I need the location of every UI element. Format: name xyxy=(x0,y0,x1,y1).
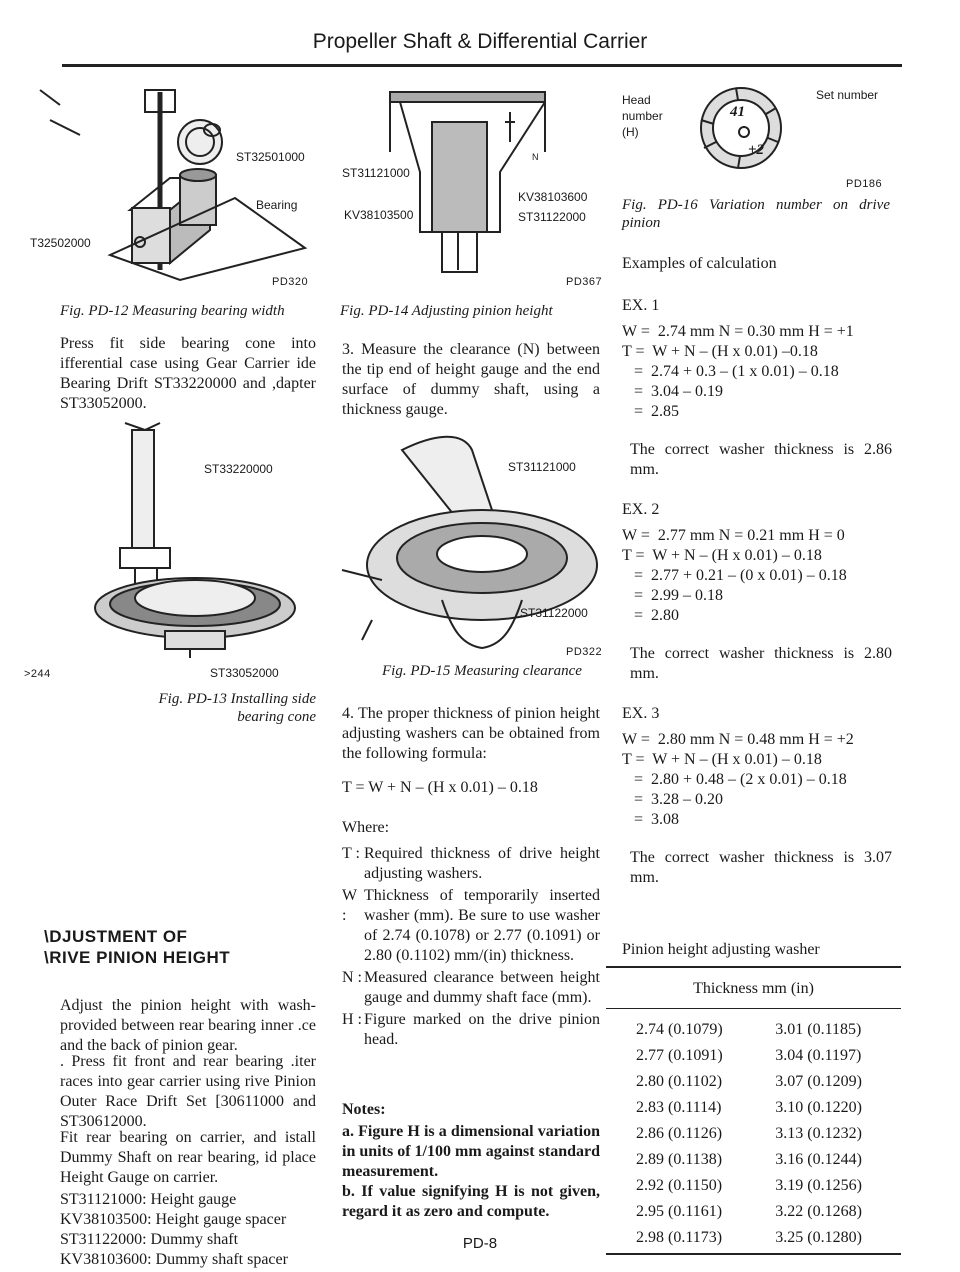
fig-pd16-label-set: Set number xyxy=(816,88,879,102)
fig-pd13-label-1: ST33220000 xyxy=(204,462,273,476)
example-line: W = 2.74 mm N = 0.30 mm H = +1 xyxy=(622,323,854,340)
fig-pd12-code: PD320 xyxy=(272,276,309,288)
formula: T = W + N – (H x 0.01) – 0.18 xyxy=(342,779,538,796)
table-title: Pinion height adjusting washer xyxy=(622,941,820,958)
fig-pd12-label-2: Bearing xyxy=(256,198,298,212)
page-header: Propeller Shaft & Differential Carrier xyxy=(312,30,648,53)
def-text: Thickness of temporarily inserted washer (mm). Be sure to use washer of 2.74 (0.1078) or 2.77 (0.1091) or 2.80 (0.1102) mm/(in) thickness. xyxy=(364,887,600,964)
step-4: 4. The proper thickness of pinion height adjusting washers can be obtained from the following formula: xyxy=(342,705,600,762)
col1-para-press: Press fit side bearing cone into ifferential case using Gear Carrier ide Bearing Drift ST33220000 and ,dapter ST33052000. xyxy=(60,335,316,412)
table-cell: 3.13 (0.1232) xyxy=(775,1125,862,1142)
example-line: T = W + N – (H x 0.01) – 0.18 xyxy=(622,751,822,768)
header-rule xyxy=(62,64,902,67)
table-cell: 2.89 (0.1138) xyxy=(636,1151,723,1168)
example-result: The correct washer thickness is 2.80 mm. xyxy=(630,645,892,682)
def-text: Required thickness of drive height adjusting washers. xyxy=(364,845,600,882)
tool-item: ST31121000: Height gauge xyxy=(60,1191,237,1208)
example-2 xyxy=(622,500,902,684)
fig-pd16-label-head: Head number (H) xyxy=(622,93,663,139)
table-row xyxy=(606,1121,901,1147)
fig-pd16-mark-1: 41 xyxy=(730,104,745,120)
page-number: PD-8 xyxy=(462,1235,498,1252)
example-result: The correct washer thickness is 2.86 mm. xyxy=(630,441,892,478)
fig-pd12-caption: Fig. PD-12 Measuring bearing width xyxy=(60,303,285,319)
notes-title: Notes: xyxy=(342,1101,386,1118)
example-1 xyxy=(622,296,902,480)
example-line: = 3.08 xyxy=(622,811,680,828)
fig-pd14-caption: Fig. PD-14 Adjusting pinion height xyxy=(340,303,553,319)
table-cell: 3.07 (0.1209) xyxy=(775,1073,862,1090)
fig-pd12-label-3: T32502000 xyxy=(30,236,91,250)
fig-pd16-mark-2: +2 xyxy=(748,142,765,158)
def-text: Figure marked on the drive pinion head. xyxy=(364,1011,600,1048)
table-header: Thickness mm (in) xyxy=(606,967,901,1009)
table-cell: 2.77 (0.1091) xyxy=(636,1047,723,1064)
example-line: T = W + N – (H x 0.01) – 0.18 xyxy=(622,547,822,564)
def-key: T : xyxy=(342,845,360,862)
table-row xyxy=(606,1043,901,1069)
tool-item: KV38103600: Dummy shaft spacer xyxy=(60,1251,288,1268)
table-row xyxy=(606,1147,901,1173)
fig-pd12-illustration xyxy=(20,80,320,280)
fig-pd14-label-1: ST31121000 xyxy=(342,166,410,180)
where-label: Where: xyxy=(342,819,390,836)
table-cell: 3.16 (0.1244) xyxy=(775,1151,862,1168)
table-cell: 2.92 (0.1150) xyxy=(636,1177,723,1194)
def-key: W : xyxy=(342,887,357,924)
example-title: EX. 3 xyxy=(622,705,660,722)
example-line: = 3.28 – 0.20 xyxy=(622,791,724,808)
fig-pd16-illustration xyxy=(686,80,806,180)
section-heading xyxy=(44,926,324,968)
def-key: N : xyxy=(342,969,362,986)
example-line: = 2.74 + 0.3 – (1 x 0.01) – 0.18 xyxy=(622,363,839,380)
washer-table xyxy=(606,966,901,1255)
examples-title: Examples of calculation xyxy=(622,255,777,272)
table-cell: 2.98 (0.1173) xyxy=(606,1225,775,1254)
fig-pd13-caption: Fig. PD-13 Installing side bearing cone xyxy=(158,691,316,725)
example-result: The correct washer thickness is 3.07 mm. xyxy=(630,849,892,886)
definition-row xyxy=(342,886,600,966)
fig-pd12-label-1: ST32501000 xyxy=(236,150,305,164)
table-cell: 3.19 (0.1256) xyxy=(775,1177,862,1194)
col1-para-adjust: Adjust the pinion height with wash- provided between rear bearing inner .ce and the back of pinion gear. xyxy=(60,997,316,1054)
table-cell: 2.83 (0.1114) xyxy=(636,1099,722,1116)
fig-pd14-label-3: KV38103600 xyxy=(518,190,588,204)
example-line: = 2.99 – 0.18 xyxy=(622,587,724,604)
fig-pd13-code: >244 xyxy=(24,668,51,680)
fig-pd15-caption: Fig. PD-15 Measuring clearance xyxy=(382,663,582,679)
table-cell: 2.86 (0.1126) xyxy=(636,1125,723,1142)
table-cell: 3.10 (0.1220) xyxy=(775,1099,862,1116)
table-row xyxy=(606,1009,901,1044)
table-row xyxy=(606,1199,901,1225)
fig-pd14-label-2: KV38103500 xyxy=(344,208,414,222)
table-cell: 2.95 (0.1161) xyxy=(636,1203,723,1220)
fig-pd14-label-5: N xyxy=(532,152,539,162)
definition-row xyxy=(342,844,600,884)
definition-row xyxy=(342,968,600,1008)
def-text: Measured clearance between height gauge and dummy shaft face (mm). xyxy=(364,969,600,1006)
fig-pd15-label-2: ST31122000 xyxy=(520,606,588,620)
col1-para-fit: Fit rear bearing on carrier, and istall Dummy Shaft on rear bearing, id place Height Gauge on carrier. xyxy=(60,1129,316,1186)
fig-pd16-code: PD186 xyxy=(846,178,883,190)
example-line: T = W + N – (H x 0.01) –0.18 xyxy=(622,343,818,360)
notes xyxy=(342,1100,600,1222)
step-3: 3. Measure the clearance (N) between the tip end of height gauge and the end surface of dummy shaft, using a thickness gauge. xyxy=(342,341,600,418)
example-line: = 2.80 xyxy=(622,607,680,624)
table-cell: 2.80 (0.1102) xyxy=(636,1073,723,1090)
fig-pd15-label-1: ST31121000 xyxy=(508,460,576,474)
note-item: b. If value signifying H is not given, regard it as zero and compute. xyxy=(342,1183,600,1220)
table-row xyxy=(606,1173,901,1199)
tool-item: ST31122000: Dummy shaft xyxy=(60,1231,239,1248)
definition-row xyxy=(342,1010,600,1050)
table-row xyxy=(606,1069,901,1095)
fig-pd14-code: PD367 xyxy=(566,276,603,288)
example-line: = 2.80 + 0.48 – (2 x 0.01) – 0.18 xyxy=(622,771,847,788)
table-cell: 3.22 (0.1268) xyxy=(775,1203,862,1220)
example-line: = 3.04 – 0.19 xyxy=(622,383,724,400)
table-cell: 3.25 (0.1280) xyxy=(775,1225,901,1254)
table-cell: 2.74 (0.1079) xyxy=(636,1021,723,1038)
section-heading-line-2: \RIVE PINION HEIGHT xyxy=(44,948,231,967)
fig-pd15-code: PD322 xyxy=(566,646,603,658)
tool-item: KV38103500: Height gauge spacer xyxy=(60,1211,287,1228)
definitions-list xyxy=(342,844,600,1050)
example-3 xyxy=(622,704,902,888)
example-title: EX. 1 xyxy=(622,297,660,314)
section-heading-line-1: \DJUSTMENT OF xyxy=(44,927,188,946)
example-title: EX. 2 xyxy=(622,501,660,518)
table-cell: 3.04 (0.1197) xyxy=(775,1047,862,1064)
table-row xyxy=(606,1095,901,1121)
example-line: W = 2.77 mm N = 0.21 mm H = 0 xyxy=(622,527,845,544)
tools-list xyxy=(60,1190,320,1270)
example-line: = 2.77 + 0.21 – (0 x 0.01) – 0.18 xyxy=(622,567,847,584)
example-line: = 2.85 xyxy=(622,403,680,420)
fig-pd13-illustration xyxy=(90,418,300,658)
col1-para-press-front: . Press fit front and rear bearing .iter races into gear carrier using rive Pinion Outer Race Drift Set [30611000 and ST30612000. xyxy=(60,1053,316,1130)
table-cell: 3.01 (0.1185) xyxy=(775,1021,862,1038)
fig-pd13-label-2: ST33052000 xyxy=(210,666,279,680)
fig-pd16-caption: Fig. PD-16 Variation number on drive pinion xyxy=(622,197,890,231)
note-item: a. Figure H is a dimensional variation in units of 1/100 mm against standard measurement. xyxy=(342,1123,600,1180)
fig-pd14-label-4: ST31122000 xyxy=(518,210,586,224)
def-key: H : xyxy=(342,1011,362,1028)
example-line: W = 2.80 mm N = 0.48 mm H = +2 xyxy=(622,731,854,748)
